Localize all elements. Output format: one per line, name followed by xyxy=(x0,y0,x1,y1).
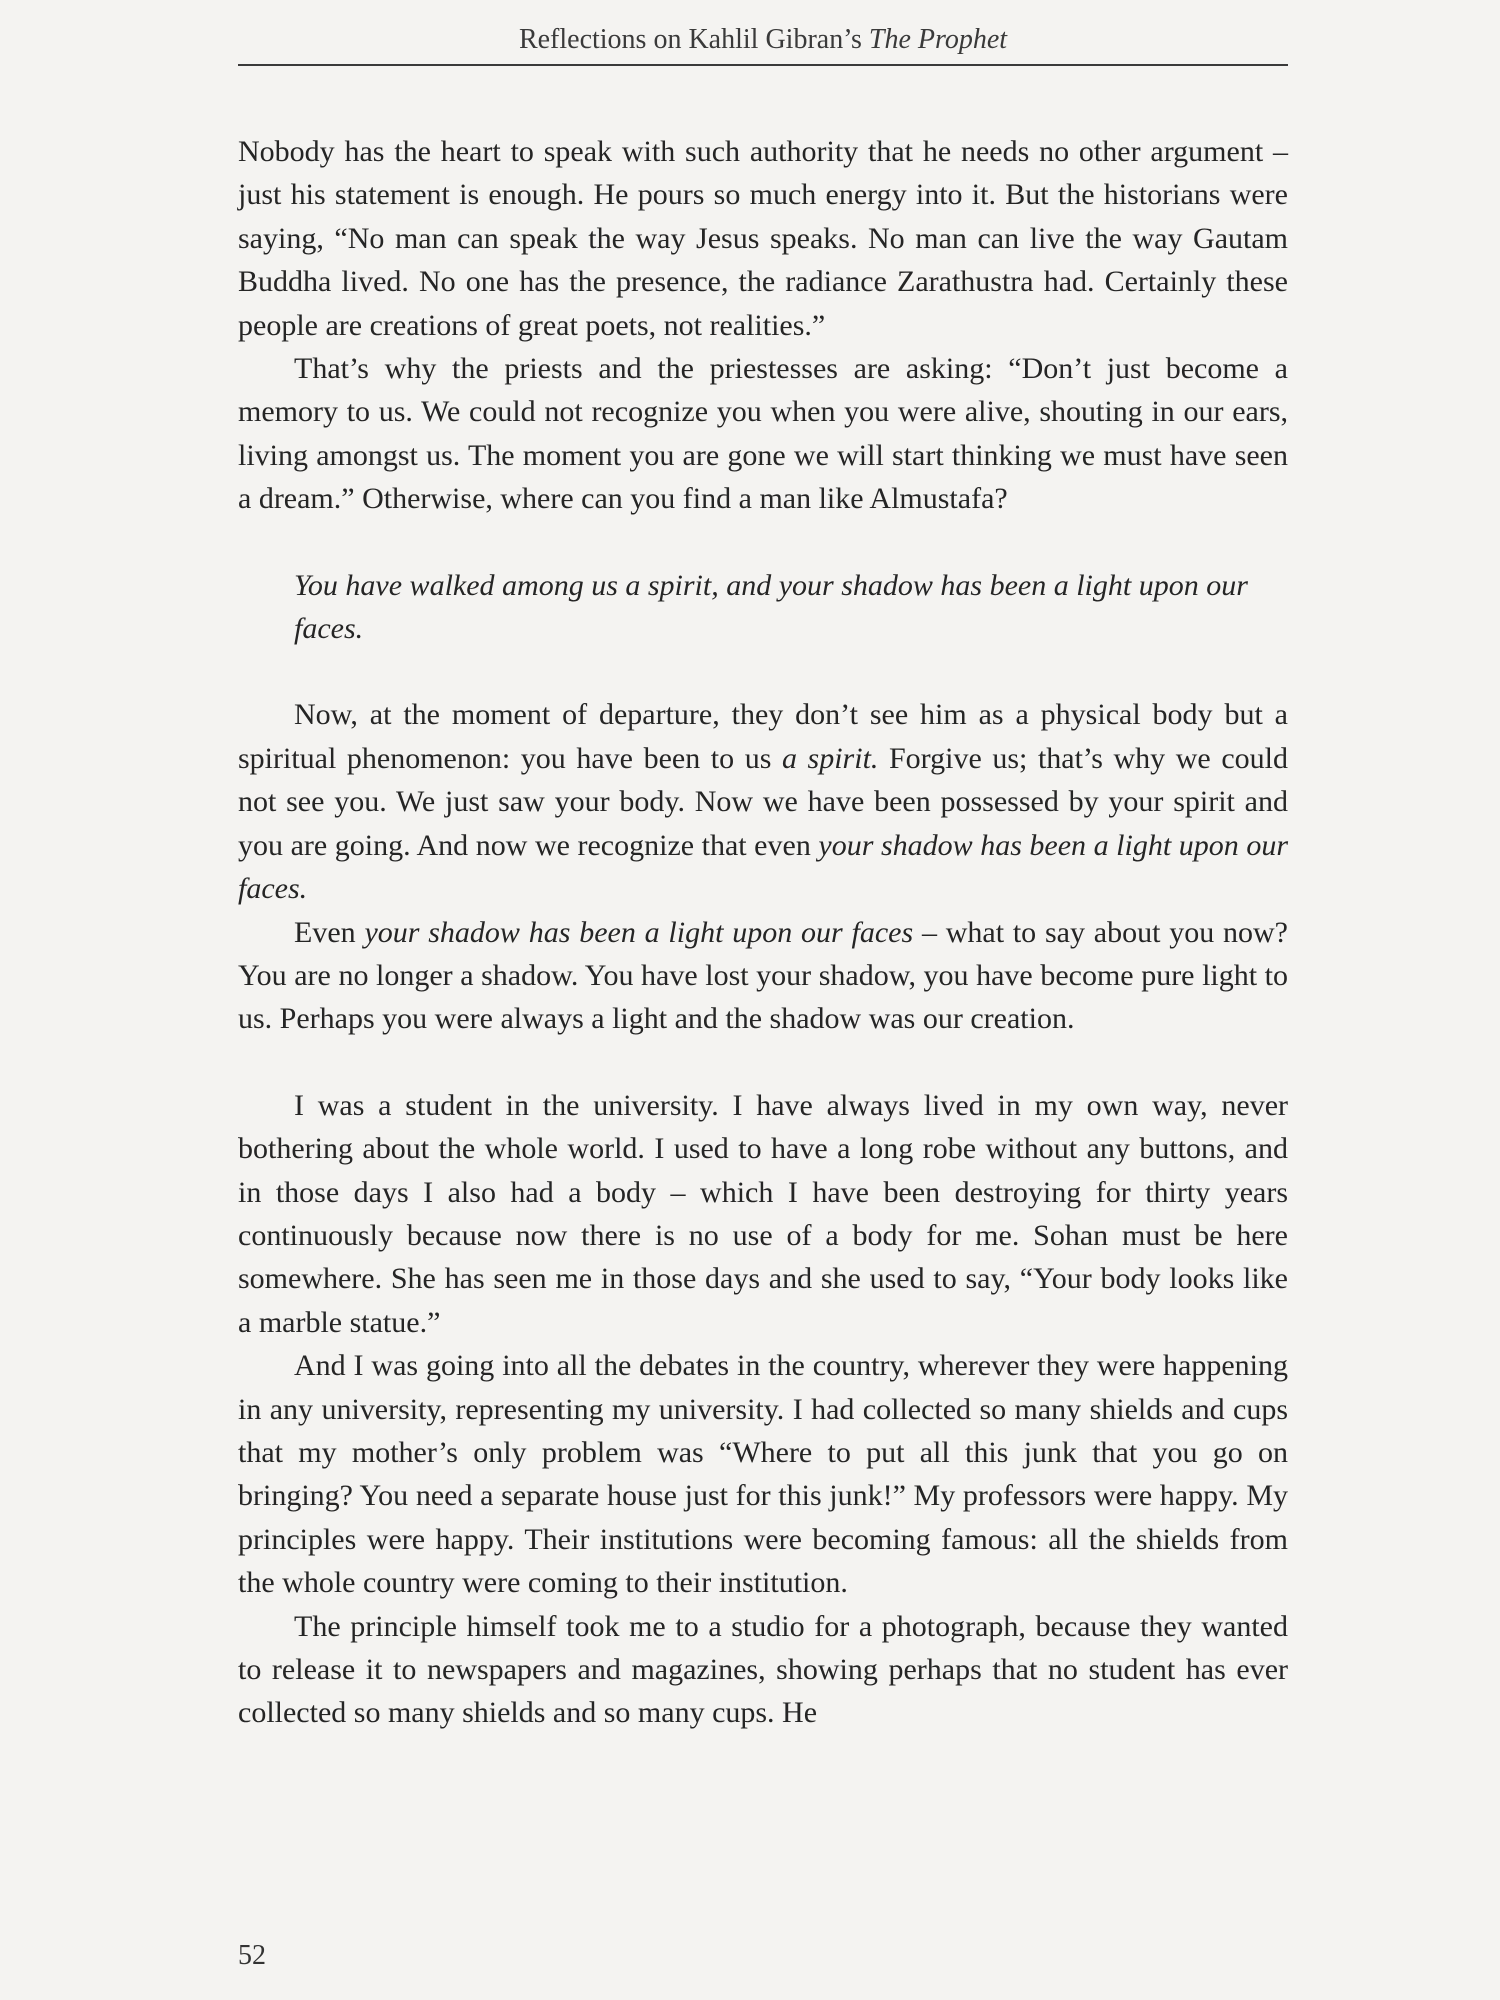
running-header-title: Reflections on Kahlil Gibran’s xyxy=(518,24,862,55)
paragraph-3-text-a: Now, at the moment of departure, they don’t see him as a physical body but a spiritual phenomenon: you have been to us xyxy=(238,698,1288,775)
block-quote: You have walked among us a spirit, and your shadow has been a light upon our faces. xyxy=(294,568,1248,646)
paragraph-7: The principle himself took me to a studio for a photograph, because they wanted to release it to newspapers and magazines, showing perhaps that no student has ever collected so many shields and so many cups. He xyxy=(238,1609,1288,1730)
body-text xyxy=(238,130,1288,1735)
paragraph-3-emphasis-b: your shadow has been a light upon our faces. xyxy=(238,828,1288,906)
paragraph-6: And I was going into all the debates in the country, wherever they were happening in any university, representing my university. I had collected so many shields and cups that my mother’s only problem was “Where to put all this junk that you go on bringing? You need a separate house just for this junk!” My professors were happy. My principles were happy. Their institutions were becoming famous: all the shields from the whole country were coming to their institution. xyxy=(238,1349,1288,1600)
paragraph-3 xyxy=(238,693,1288,910)
paragraph-4-text-b: – what to say about you now? You are no longer a shadow. You have lost your shadow, you have become pure light to us. Perhaps you were always a light and the shadow was our creation. xyxy=(238,915,1288,1036)
paragraph-3-emphasis-a: a spirit. xyxy=(781,741,879,775)
paragraph-2: That’s why the priests and the priestesses are asking: “Don’t just become a memory to us. We could not recognize you when you were alive, shouting in our ears, living amongst us. The moment you are gone we will start thinking we must have seen a dream.” Otherwise, where can you find a man like Almustafa? xyxy=(238,352,1288,516)
running-header-book-title: The Prophet xyxy=(868,24,1008,55)
paragraph-1: Nobody has the heart to speak with such authority that he needs no other argument – just his statement is enough. He pours so much energy into it. But the historians were saying, “No man can speak the way Jesus speaks. No man can live the way Gautam Buddha lived. No one has the presence, the radiance Zarathustra had. Certainly these people are creations of great poets, not realities.” xyxy=(238,135,1288,342)
header-rule xyxy=(238,64,1288,66)
page-number: 52 xyxy=(238,1940,266,1971)
running-header xyxy=(238,18,1288,62)
paragraph-4-emphasis: your shadow has been a light upon our faces xyxy=(364,915,914,949)
paragraph-4 xyxy=(238,911,1288,1041)
paragraph-4-text-a: Even xyxy=(294,915,365,949)
paragraph-5: I was a student in the university. I have always lived in my own way, never bothering about the whole world. I used to have a long robe without any buttons, and in those days I also had a body – which I have been destroying for thirty years continuously because now there is no use of a body for me. Sohan must be here somewhere. She has seen me in those days and she used to say, “Your body looks like a marble statue.” xyxy=(238,1088,1288,1339)
paragraph-3-text-b: Forgive us; that’s why we could not see you. We just saw your body. Now we have been possessed by your spirit and you are going. And now we recognize that even xyxy=(238,741,1288,862)
